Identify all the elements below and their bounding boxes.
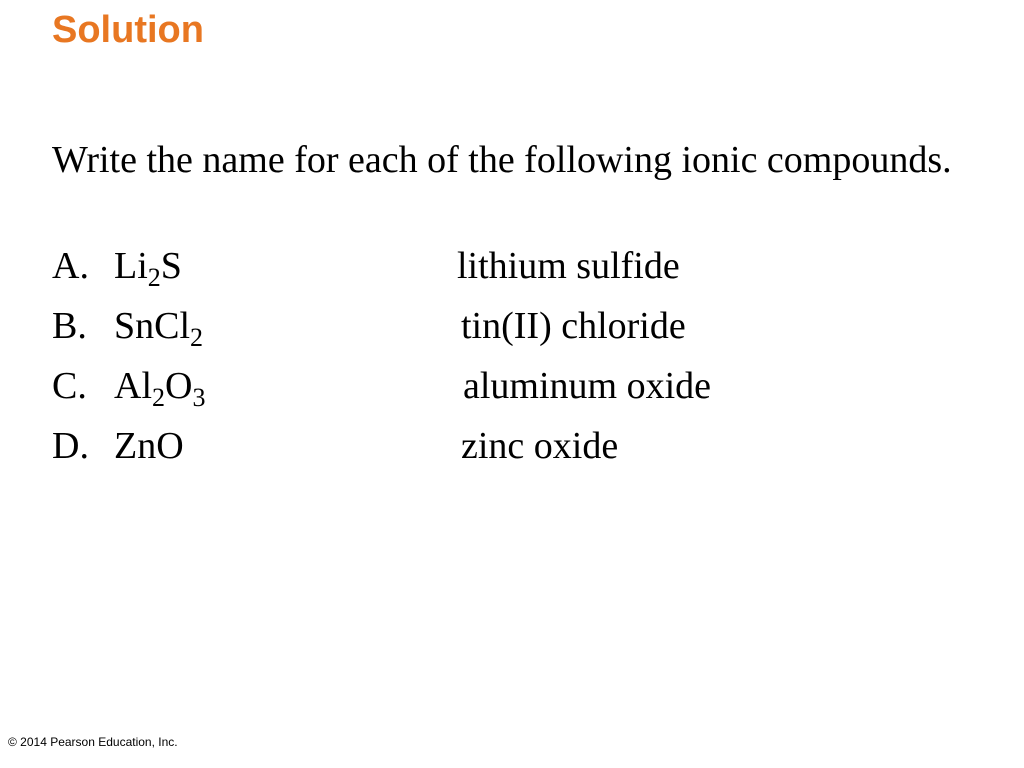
formula-text: Li [114, 245, 148, 287]
item-letter: B. [52, 305, 87, 347]
item-letter: D. [52, 425, 89, 467]
list-item [52, 364, 952, 412]
formula-subscript: 2 [190, 323, 204, 352]
list-item [52, 424, 952, 472]
item-letter: A. [52, 245, 89, 287]
formula-text: S [160, 245, 182, 287]
compound-formula [114, 304, 204, 352]
formula-subscript: 3 [192, 383, 206, 412]
formula-subscript: 2 [147, 263, 161, 292]
compound-name: lithium sulfide [457, 245, 680, 287]
compound-formula [114, 364, 206, 412]
formula-text: SnCl [114, 305, 191, 347]
question-prompt: Write the name for each of the following ionic compounds. [52, 139, 952, 181]
compound-name: tin(II) chloride [461, 305, 686, 347]
compound-name: aluminum oxide [463, 365, 712, 407]
compound-formula [114, 424, 184, 468]
compound-name: zinc oxide [461, 425, 619, 467]
formula-text: Al [114, 365, 152, 407]
copyright-notice: © 2014 Pearson Education, Inc. [8, 735, 178, 749]
list-item [52, 244, 952, 292]
list-item [52, 304, 952, 352]
item-letter: C. [52, 365, 87, 407]
formula-subscript: 2 [152, 383, 165, 412]
formula-text: O [165, 365, 193, 407]
compound-formula [114, 244, 182, 292]
formula-text: ZnO [114, 425, 184, 467]
slide-title: Solution [52, 9, 204, 51]
